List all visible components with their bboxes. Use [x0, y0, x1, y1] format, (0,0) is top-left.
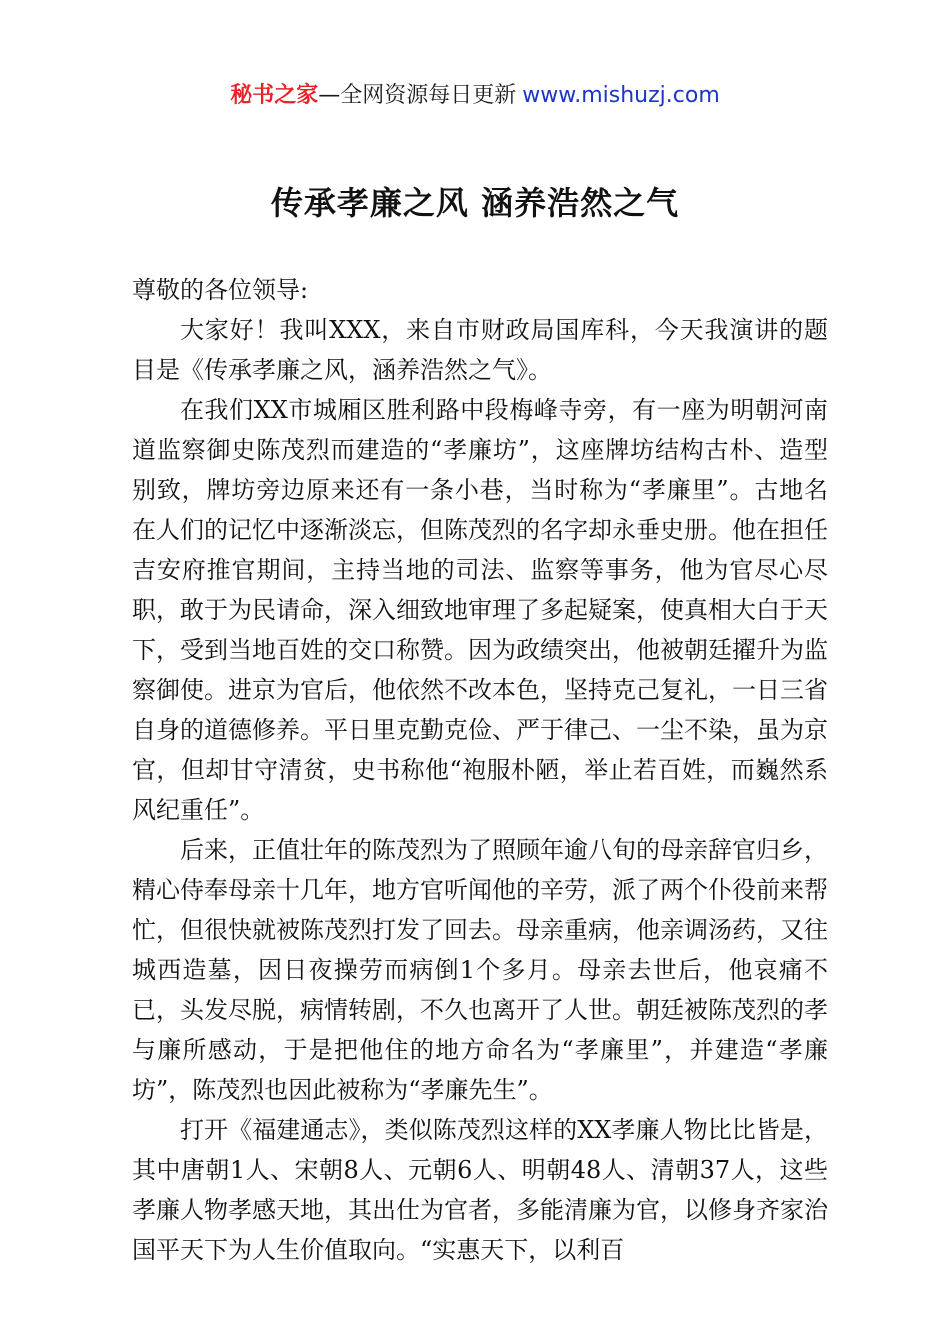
paragraph: 大家好！我叫XXX，来自市财政局国库科，今天我演讲的题目是《传承孝廉之风，涵养浩然之气》。 [132, 316, 828, 384]
salutation: 尊敬的各位领导: [132, 276, 309, 304]
site-slogan: —全网资源每日更新 [318, 83, 517, 108]
paragraph: 后来，正值壮年的陈茂烈为了照顾年逾八旬的母亲辞官归乡，精心侍奉母亲十几年，地方官听闻他的辛劳，派了两个仆役前来帮忙，但很快就被陈茂烈打发了回去。母亲重病，他亲调汤药，又往城西造墓，因日夜操劳而病倒1个多月。母亲去世后，他哀痛不已，头发尽脱，病情转剧，不久也离开了人世。朝廷被陈茂烈的孝与廉所感动，于是把他住的地方命名为“孝廉里”，并建造“孝廉坊”，陈茂烈也因此被称为“孝廉先生”。 [132, 836, 828, 1104]
document-title: 传承孝廉之风 涵养浩然之气 [270, 184, 680, 222]
site-url-link[interactable]: www.mishuzj.com [522, 83, 720, 108]
paragraph: 在我们XX市城厢区胜利路中段梅峰寺旁，有一座为明朝河南道监察御史陈茂烈而建造的“孝廉坊”，这座牌坊结构古朴、造型别致，牌坊旁边原来还有一条小巷，当时称为“孝廉里”。古地名在人们的记忆中逐渐淡忘，但陈茂烈的名字却永垂史册。他在担任吉安府推官期间，主持当地的司法、监察等事务，他为官尽心尽职，敢于为民请命，深入细致地审理了多起疑案，使真相大白于天下，受到当地百姓的交口称赞。因为政绩突出，他被朝廷擢升为监察御使。进京为官后，他依然不改本色，坚持克己复礼，一日三省自身的道德修养。平日里克勤克俭、严于律己、一尘不染，虽为京官，但却甘守清贫，史书称他“袍服朴陋，举止若百姓，而巍然系风纪重任”。 [132, 396, 828, 824]
site-brand: 秘书之家 [230, 83, 319, 108]
site-header [0, 80, 950, 112]
paragraph: 打开《福建通志》，类似陈茂烈这样的XX孝廉人物比比皆是，其中唐朝1人、宋朝8人、元朝6人、明朝48人、清朝37人，这些孝廉人物孝感天地，其出仕为官者，多能清廉为官，以修身齐家治国平天下为人生价值取向。“实惠天下，以利百 [132, 1116, 828, 1264]
document-body [132, 270, 828, 1270]
